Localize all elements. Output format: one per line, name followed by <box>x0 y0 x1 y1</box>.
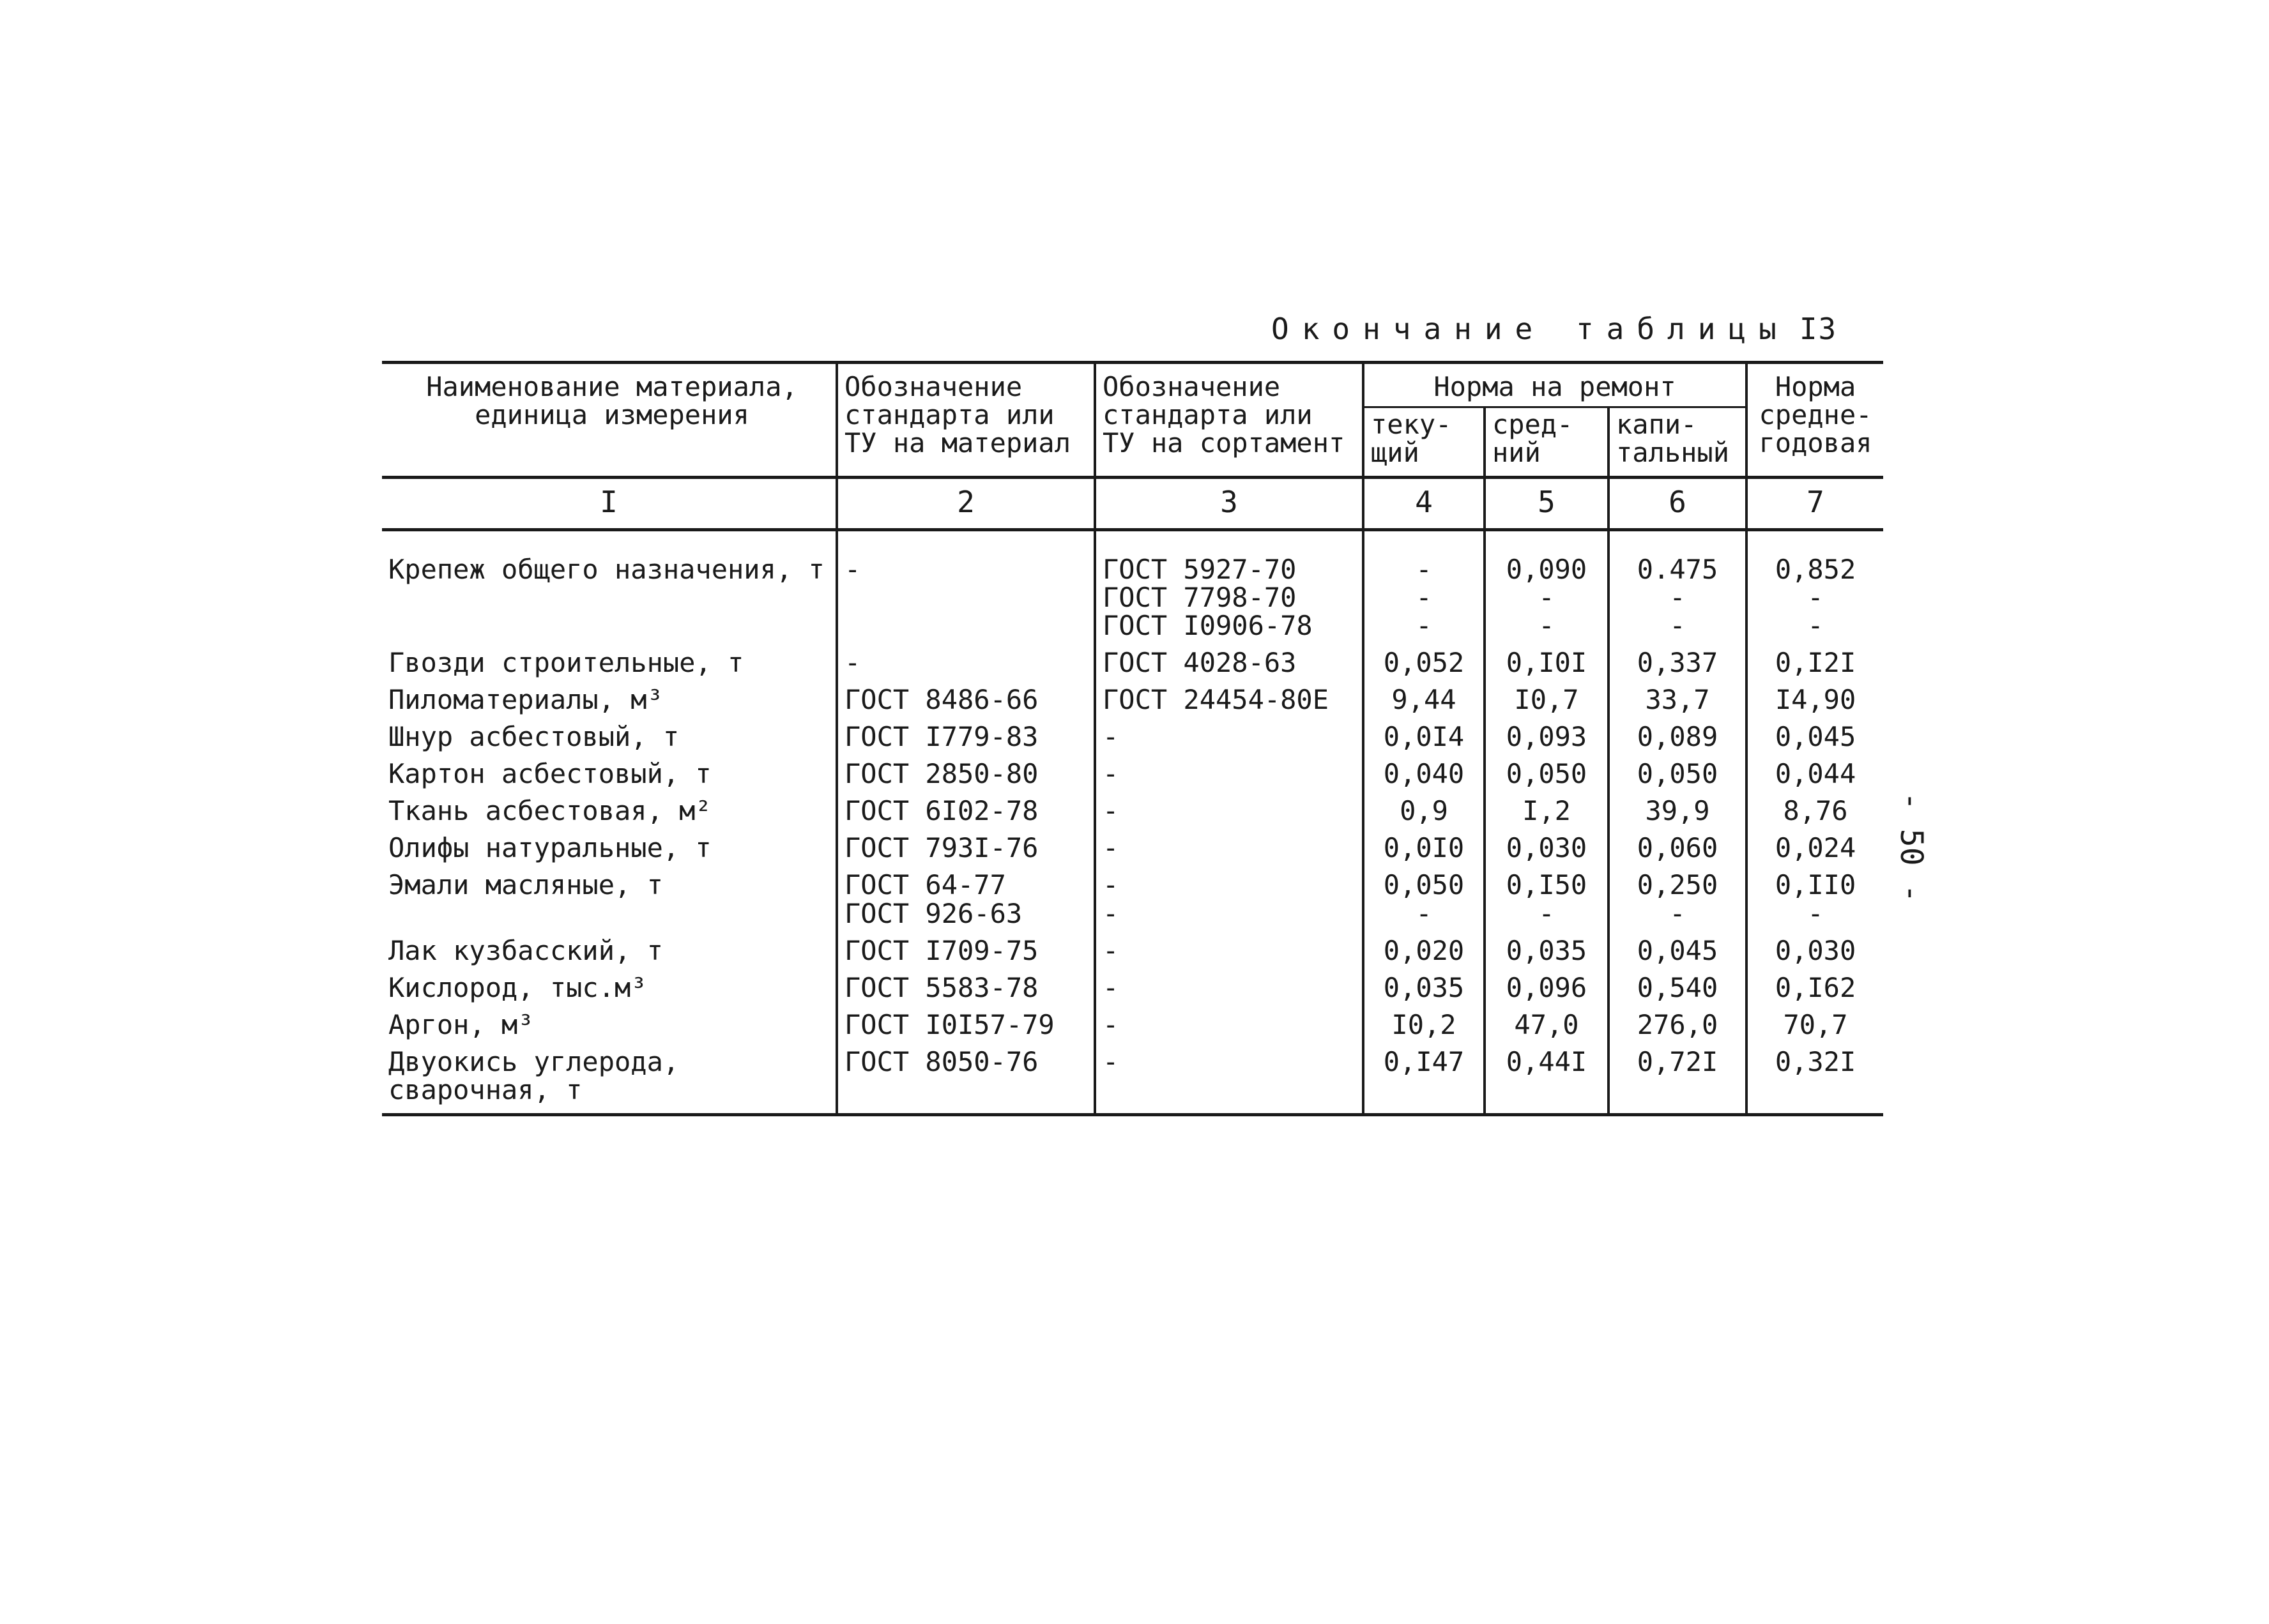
table-body <box>382 478 1883 1115</box>
cell-capital-line: 0,250 <box>1637 869 1718 901</box>
table-row <box>382 529 1883 646</box>
cell-capital-line: - <box>1669 609 1686 641</box>
cell-std-assortment-line: - <box>1103 897 1119 929</box>
cell-medium-line: 0,093 <box>1506 721 1587 753</box>
cell-capital <box>1608 720 1746 757</box>
cell-std-material <box>837 720 1095 757</box>
header-std-material: Обозначение стандарта или ТУ на материал <box>837 363 1095 478</box>
table-caption <box>1271 312 1837 346</box>
cell-std-material <box>837 1045 1095 1115</box>
cell-current-line: 9,44 <box>1391 683 1456 715</box>
cell-std-material-line: - <box>844 553 861 585</box>
table-row <box>382 794 1883 831</box>
table-row <box>382 869 1883 934</box>
cell-std-material-line: ГОСТ I709-75 <box>844 934 1039 966</box>
cell-std-material-line: - <box>844 646 861 678</box>
cell-current-line: - <box>1416 609 1432 641</box>
cell-medium <box>1485 971 1608 1008</box>
cell-annual-line: 0,I2I <box>1775 646 1856 678</box>
cell-medium <box>1485 831 1608 869</box>
cell-std-assortment-line: ГОСТ 24454-80Е <box>1103 683 1329 715</box>
header-current: теку- щий <box>1363 407 1485 478</box>
cell-std-assortment <box>1095 1045 1363 1115</box>
cell-capital-line: 0.475 <box>1637 553 1718 585</box>
cell-material-name: Аргон, м³ <box>382 1008 837 1045</box>
cell-medium-line: 0,I50 <box>1506 869 1587 901</box>
cell-medium <box>1485 646 1608 683</box>
cell-current <box>1363 794 1485 831</box>
cell-current-line: - <box>1416 553 1432 585</box>
cell-medium <box>1485 1008 1608 1045</box>
cell-medium <box>1485 869 1608 934</box>
cell-current <box>1363 757 1485 794</box>
cell-current <box>1363 934 1485 971</box>
cell-std-assortment-line: - <box>1103 832 1119 864</box>
cell-std-assortment <box>1095 831 1363 869</box>
cell-annual <box>1746 794 1883 831</box>
cell-std-assortment-line: - <box>1103 934 1119 966</box>
cell-std-material-line: ГОСТ 5583-78 <box>844 971 1039 1003</box>
table-row <box>382 757 1883 794</box>
cell-annual <box>1746 1008 1883 1045</box>
cell-medium-line: 0,090 <box>1506 553 1587 585</box>
cell-annual-line: 0,045 <box>1775 721 1856 753</box>
cell-capital-line: 0,060 <box>1637 832 1718 864</box>
cell-std-assortment-line: - <box>1103 971 1119 1003</box>
cell-std-material-line: ГОСТ I0I57-79 <box>844 1008 1055 1040</box>
cell-capital <box>1608 646 1746 683</box>
cell-std-material-line: ГОСТ 926-63 <box>844 897 1023 929</box>
column-number: 4 <box>1363 478 1485 529</box>
cell-medium-line: I0,7 <box>1514 683 1579 715</box>
cell-medium <box>1485 1045 1608 1115</box>
column-number: I <box>382 478 837 529</box>
cell-material-name: Двуокись углерода, сварочная, т <box>382 1045 837 1115</box>
cell-annual-line: 0,32I <box>1775 1045 1856 1077</box>
cell-capital <box>1608 869 1746 934</box>
cell-medium-line: 0,I0I <box>1506 646 1587 678</box>
header-repair-norm: Норма на ремонт <box>1363 363 1746 407</box>
cell-annual-line: 70,7 <box>1783 1008 1848 1040</box>
cell-capital <box>1608 1045 1746 1115</box>
cell-current-line: 0,0I4 <box>1383 721 1465 753</box>
cell-material-name: Лак кузбасский, т <box>382 934 837 971</box>
cell-current <box>1363 1045 1485 1115</box>
cell-material-name: Шнур асбестовый, т <box>382 720 837 757</box>
column-number: 6 <box>1608 478 1746 529</box>
cell-annual <box>1746 683 1883 720</box>
cell-annual <box>1746 720 1883 757</box>
cell-capital-line: 33,7 <box>1645 683 1710 715</box>
cell-std-assortment-line: ГОСТ 4028-63 <box>1103 646 1297 678</box>
cell-std-material-line: ГОСТ 8050-76 <box>844 1045 1039 1077</box>
cell-std-material-line: ГОСТ 8486-66 <box>844 683 1039 715</box>
cell-capital-line: 276,0 <box>1637 1008 1718 1040</box>
cell-annual-line: 0,II0 <box>1775 869 1856 901</box>
cell-current <box>1363 646 1485 683</box>
cell-annual-line: 0,024 <box>1775 832 1856 864</box>
cell-current <box>1363 1008 1485 1045</box>
cell-std-assortment-line: - <box>1103 721 1119 753</box>
cell-current-line: - <box>1416 897 1432 929</box>
cell-capital <box>1608 971 1746 1008</box>
cell-std-material-line: ГОСТ 793I-76 <box>844 832 1039 864</box>
cell-medium <box>1485 529 1608 646</box>
cell-annual-line: 8,76 <box>1783 795 1848 827</box>
cell-medium-line: - <box>1538 897 1555 929</box>
cell-current <box>1363 529 1485 646</box>
cell-annual <box>1746 869 1883 934</box>
cell-current <box>1363 869 1485 934</box>
cell-capital <box>1608 934 1746 971</box>
cell-medium-line: 0,030 <box>1506 832 1587 864</box>
cell-annual-line: 0,030 <box>1775 934 1856 966</box>
cell-std-material <box>837 683 1095 720</box>
cell-std-material-line: ГОСТ I779-83 <box>844 721 1039 753</box>
cell-medium-line: I,2 <box>1522 795 1571 827</box>
cell-material-name: Картон асбестовый, т <box>382 757 837 794</box>
cell-std-material <box>837 934 1095 971</box>
page-number: - 50 - <box>1893 792 1929 903</box>
header-std-assortment: Обозначение стандарта или ТУ на сортамент <box>1095 363 1363 478</box>
table-row <box>382 971 1883 1008</box>
cell-medium <box>1485 720 1608 757</box>
caption-table-number: I3 <box>1799 312 1838 346</box>
cell-annual <box>1746 1045 1883 1115</box>
cell-std-assortment <box>1095 869 1363 934</box>
cell-std-assortment <box>1095 683 1363 720</box>
cell-std-assortment <box>1095 646 1363 683</box>
cell-current-line: 0,0I0 <box>1383 832 1465 864</box>
table-row <box>382 720 1883 757</box>
cell-std-assortment <box>1095 720 1363 757</box>
cell-annual-line: 0,I62 <box>1775 971 1856 1003</box>
cell-annual <box>1746 831 1883 869</box>
caption-text: Окончание таблицы <box>1271 312 1789 346</box>
cell-medium <box>1485 683 1608 720</box>
cell-capital-line: 0,72I <box>1637 1045 1718 1077</box>
cell-current-line: 0,9 <box>1400 795 1448 827</box>
table-row <box>382 831 1883 869</box>
cell-medium-line: 0,44I <box>1506 1045 1587 1077</box>
cell-current <box>1363 720 1485 757</box>
cell-medium <box>1485 794 1608 831</box>
table-row <box>382 1045 1883 1115</box>
cell-std-material <box>837 869 1095 934</box>
cell-annual-line: I4,90 <box>1775 683 1856 715</box>
column-number: 5 <box>1485 478 1608 529</box>
cell-std-material <box>837 529 1095 646</box>
cell-medium <box>1485 934 1608 971</box>
cell-capital <box>1608 529 1746 646</box>
column-number: 7 <box>1746 478 1883 529</box>
cell-std-assortment <box>1095 757 1363 794</box>
cell-material-name: Крепеж общего назначения, т <box>382 529 837 646</box>
cell-medium <box>1485 757 1608 794</box>
cell-material-name: Пиломатериалы, м³ <box>382 683 837 720</box>
cell-std-assortment-line: - <box>1103 795 1119 827</box>
table-row <box>382 1008 1883 1045</box>
cell-std-assortment <box>1095 934 1363 971</box>
cell-current <box>1363 971 1485 1008</box>
cell-annual-line: 0,044 <box>1775 758 1856 790</box>
cell-material-name: Олифы натуральные, т <box>382 831 837 869</box>
cell-capital <box>1608 1008 1746 1045</box>
header-name: Наименование материала, единица измерения <box>382 363 837 478</box>
table-row <box>382 683 1883 720</box>
cell-current-line: I0,2 <box>1391 1008 1456 1040</box>
cell-material-name: Ткань асбестовая, м² <box>382 794 837 831</box>
cell-medium-line: 0,050 <box>1506 758 1587 790</box>
cell-medium-line: 47,0 <box>1514 1008 1579 1040</box>
column-number: 2 <box>837 478 1095 529</box>
cell-capital-line: 0,050 <box>1637 758 1718 790</box>
cell-capital <box>1608 757 1746 794</box>
table-row <box>382 646 1883 683</box>
cell-std-material-line: ГОСТ 6I02-78 <box>844 795 1039 827</box>
cell-capital-line: 0,089 <box>1637 721 1718 753</box>
cell-std-assortment-line: ГОСТ 5927-70 <box>1103 553 1297 585</box>
cell-current-line: 0,I47 <box>1383 1045 1465 1077</box>
cell-annual <box>1746 971 1883 1008</box>
cell-annual <box>1746 934 1883 971</box>
cell-medium-line: 0,035 <box>1506 934 1587 966</box>
cell-capital-line: - <box>1669 897 1686 929</box>
cell-capital-line: 0,337 <box>1637 646 1718 678</box>
cell-capital <box>1608 794 1746 831</box>
cell-current-line: 0,040 <box>1383 758 1465 790</box>
cell-material-name: Гвозди строительные, т <box>382 646 837 683</box>
cell-current-line: 0,020 <box>1383 934 1465 966</box>
cell-current <box>1363 831 1485 869</box>
cell-std-material-line: ГОСТ 2850-80 <box>844 758 1039 790</box>
cell-annual <box>1746 646 1883 683</box>
cell-annual-line: - <box>1807 609 1824 641</box>
cell-std-material-line: ГОСТ 64-77 <box>844 869 1006 901</box>
cell-std-material <box>837 757 1095 794</box>
column-number-row <box>382 478 1883 529</box>
cell-annual-line: - <box>1807 897 1824 929</box>
cell-annual-line: 0,852 <box>1775 553 1856 585</box>
cell-capital-line: - <box>1669 581 1686 613</box>
cell-medium-line: - <box>1538 609 1555 641</box>
cell-capital <box>1608 831 1746 869</box>
column-number: 3 <box>1095 478 1363 529</box>
cell-annual-line: - <box>1807 581 1824 613</box>
cell-std-material <box>837 794 1095 831</box>
cell-std-assortment-line: - <box>1103 1045 1119 1077</box>
cell-std-assortment-line: - <box>1103 869 1119 901</box>
cell-std-material <box>837 646 1095 683</box>
cell-annual <box>1746 757 1883 794</box>
cell-current-line: 0,052 <box>1383 646 1465 678</box>
cell-std-assortment-line: ГОСТ I0906-78 <box>1103 609 1313 641</box>
cell-std-material <box>837 1008 1095 1045</box>
table-row <box>382 934 1883 971</box>
cell-capital-line: 0,540 <box>1637 971 1718 1003</box>
header-medium: сред- ний <box>1485 407 1608 478</box>
cell-current-line: 0,035 <box>1383 971 1465 1003</box>
cell-std-material <box>837 831 1095 869</box>
cell-capital-line: 0,045 <box>1637 934 1718 966</box>
cell-std-assortment-line: ГОСТ 7798-70 <box>1103 581 1297 613</box>
cell-std-assortment <box>1095 794 1363 831</box>
cell-capital <box>1608 683 1746 720</box>
cell-current-line: 0,050 <box>1383 869 1465 901</box>
materials-table <box>382 361 1883 1116</box>
cell-annual <box>1746 529 1883 646</box>
cell-material-name: Кислород, тыс.м³ <box>382 971 837 1008</box>
cell-std-assortment <box>1095 529 1363 646</box>
header-annual: Норма средне- годовая <box>1746 363 1883 478</box>
cell-capital-line: 39,9 <box>1645 795 1710 827</box>
cell-current <box>1363 683 1485 720</box>
cell-current-line: - <box>1416 581 1432 613</box>
cell-medium-line: 0,096 <box>1506 971 1587 1003</box>
cell-std-assortment <box>1095 1008 1363 1045</box>
cell-medium-line: - <box>1538 581 1555 613</box>
header-capital: капи- тальный <box>1608 407 1746 478</box>
cell-std-material <box>837 971 1095 1008</box>
cell-std-assortment-line: - <box>1103 758 1119 790</box>
cell-std-assortment-line: - <box>1103 1008 1119 1040</box>
cell-material-name: Эмали масляные, т <box>382 869 837 934</box>
cell-std-assortment <box>1095 971 1363 1008</box>
